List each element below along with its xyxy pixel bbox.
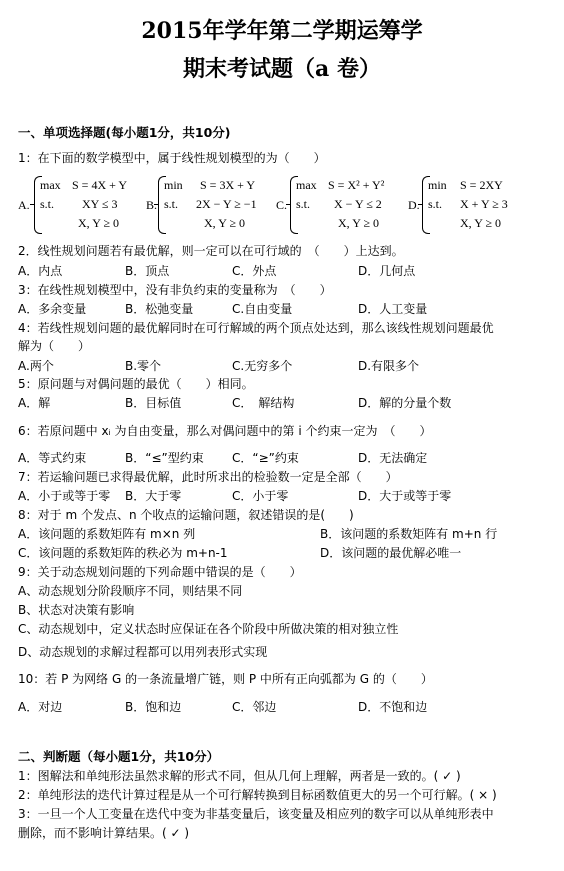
q8-option-b: B．该问题的系数矩阵有 m+n 行 <box>320 527 498 541</box>
model-c-r3: X, Y ≥ 0 <box>338 216 380 230</box>
model-d-label: D. <box>408 198 420 212</box>
exam-title-line2: 期末考试题（a 卷） <box>183 56 381 82</box>
q6-option-c: C．“≥”约束 <box>232 451 299 465</box>
q2-option-d: D．几何点 <box>358 264 416 278</box>
q5-option-c: C． 解结构 <box>232 396 295 410</box>
q9-option-c: C、动态规划中，定义状态时应保证在各个阶段中所做决策的相对独立性 <box>18 622 399 636</box>
model-a-r2a: s.t. <box>40 197 55 211</box>
model-b-label: B. <box>146 198 158 212</box>
question-1-text: 1：在下面的数学模型中，属于线性规划模型的为（ ） <box>18 151 326 165</box>
section1-heading: 一、单项选择题(每小题1分，共10分) <box>18 125 231 140</box>
question-6-text: 6：若原问题中 xᵢ 为自由变量，那么对偶问题中的第 i 个约束一定为 （ ） <box>18 424 432 438</box>
q5-option-b: B．目标值 <box>125 396 182 410</box>
model-c-r2b: X − Y ≤ 2 <box>334 197 382 211</box>
question-5-text: 5：原问题与对偶问题的最优（ ）相同。 <box>18 377 254 391</box>
model-c-r1a: max <box>296 178 317 192</box>
q3-option-b: B．松弛变量 <box>125 302 194 316</box>
judgment-2-text: 2：单纯形法的迭代计算过程是从一个可行解转换到目标函数值更大的另一个可行解。( × ) <box>18 788 497 802</box>
question-2-text: 2．线性规划问题若有最优解，则一定可以在可行域的 （ ）上达到。 <box>18 244 404 258</box>
model-option-a <box>18 176 143 234</box>
model-a-r3: X, Y ≥ 0 <box>78 216 120 230</box>
model-a-label: A. <box>18 198 30 212</box>
q9-option-b: B、状态对决策有影响 <box>18 603 135 617</box>
question-3-text: 3：在线性规划模型中，没有非负约束的变量称为 （ ） <box>18 283 332 297</box>
judgment-3-text-cont: 删除，而不影响计算结果。( ✓ ) <box>18 826 190 840</box>
model-option-b <box>146 176 281 234</box>
q8-option-a: A．该问题的系数矩阵有 m×n 列 <box>18 527 196 541</box>
q2-option-a: A．内点 <box>18 264 63 278</box>
question-4-text: 4：若线性规划问题的最优解同时在可行解域的两个顶点处达到，那么该线性规划问题最优 <box>18 321 494 335</box>
q4-option-b: B.零个 <box>125 359 162 373</box>
q7-option-b: B．大于零 <box>125 489 182 503</box>
q8-option-d: D．该问题的最优解必唯一 <box>320 546 462 560</box>
q4-option-a: A.两个 <box>18 359 54 373</box>
model-b-r2b: 2X − Y ≥ −1 <box>196 197 257 211</box>
model-d-r2b: X + Y ≥ 3 <box>460 197 508 211</box>
model-a-r1a: max <box>40 178 61 192</box>
q6-option-a: A．等式约束 <box>18 451 87 465</box>
q8-option-c: C．该问题的系数矩阵的秩必为 m+n-1 <box>18 546 228 560</box>
q5-option-a: A．解 <box>18 396 51 410</box>
question-4-text-cont: 解为（ ） <box>18 339 91 353</box>
q2-option-b: B．顶点 <box>125 264 170 278</box>
q9-option-d: D、动态规划的求解过程都可以用列表形式实现 <box>18 645 268 659</box>
model-b-r3: X, Y ≥ 0 <box>204 216 246 230</box>
model-a-r1b: S = 4X + Y <box>72 178 128 192</box>
judgment-1-text: 1：图解法和单纯形法虽然求解的形式不同，但从几何上理解，两者是一致的。( ✓ ) <box>18 769 461 783</box>
question-9-text: 9：关于动态规划问题的下列命题中错误的是（ ） <box>18 565 302 579</box>
model-b-r1b: S = 3X + Y <box>200 178 256 192</box>
q7-option-a: A．小于或等于零 <box>18 489 111 503</box>
q3-option-a: A．多余变量 <box>18 302 87 316</box>
model-d-r3: X, Y ≥ 0 <box>460 216 502 230</box>
q3-option-d: D．人工变量 <box>358 302 428 316</box>
q10-option-d: D．不饱和边 <box>358 700 428 714</box>
q4-option-d: D.有限多个 <box>358 359 420 373</box>
model-d-r1b: S = 2XY <box>460 178 503 192</box>
q6-option-b: B．“≤”型约束 <box>125 451 204 465</box>
q2-option-c: C．外点 <box>232 264 277 278</box>
judgment-3-text: 3：一旦一个人工变量在迭代中变为非基变量后，该变量及相应列的数字可以从单纯形表中 <box>18 807 494 821</box>
question-10-text: 10：若 P 为网络 G 的一条流量增广链，则 P 中所有正向弧都为 G 的（ ） <box>18 672 433 686</box>
q3-option-c: C.自由变量 <box>232 302 293 316</box>
q10-option-a: A．对边 <box>18 700 63 714</box>
model-a-r2b: XY ≤ 3 <box>82 197 118 211</box>
model-d-r2a: s.t. <box>428 197 443 211</box>
model-d-r1a: min <box>428 178 447 192</box>
model-option-c <box>276 176 411 234</box>
q7-option-c: C．小于零 <box>232 489 289 503</box>
model-b-r2a: s.t. <box>164 197 179 211</box>
model-c-r1b: S = X² + Y² <box>328 178 385 192</box>
question-7-text: 7：若运输问题已求得最优解，此时所求出的检验数一定是全部（ ） <box>18 470 398 484</box>
q6-option-d: D．无法确定 <box>358 451 428 465</box>
model-c-label: C. <box>276 198 288 212</box>
model-b-r1a: min <box>164 178 183 192</box>
q4-option-c: C.无穷多个 <box>232 359 293 373</box>
question-8-text: 8：对于 m 个发点、n 个收点的运输问题，叙述错误的是( ) <box>18 508 354 522</box>
q7-option-d: D．大于或等于零 <box>358 489 452 503</box>
exam-title-line1: 2015年学年第二学期运筹学 <box>141 18 423 44</box>
model-option-d <box>408 176 538 234</box>
q5-option-d: D．解的分量个数 <box>358 396 452 410</box>
q10-option-c: C．邻边 <box>232 700 277 714</box>
q10-option-b: B．饱和边 <box>125 700 182 714</box>
section2-heading: 二、判断题（每小题1分，共10分） <box>18 749 220 764</box>
model-c-r2a: s.t. <box>296 197 311 211</box>
q9-option-a: A、动态规划分阶段顺序不同，则结果不同 <box>18 584 243 598</box>
